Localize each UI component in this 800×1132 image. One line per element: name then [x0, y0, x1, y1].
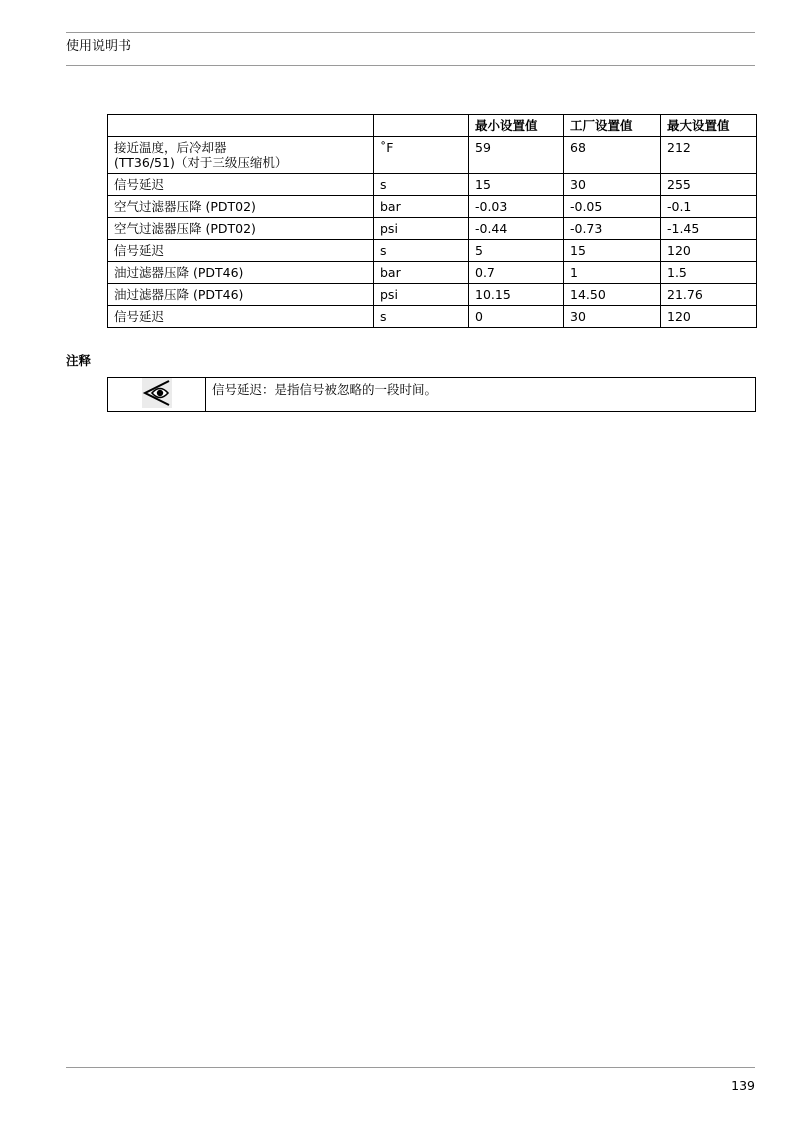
- parameter-name-line2: (TT36/51)（对于三级压缩机）: [114, 155, 288, 170]
- eye-note-icon: [142, 378, 172, 408]
- footer-rule: [66, 1067, 755, 1068]
- factory-cell: 30: [564, 306, 661, 328]
- parameter-name: 接近温度，后冷却器: [114, 140, 227, 155]
- table-row: [108, 137, 757, 174]
- note-box: [107, 377, 756, 412]
- max-cell: 21.76: [661, 284, 757, 306]
- max-cell: -1.45: [661, 218, 757, 240]
- max-cell: 255: [661, 174, 757, 196]
- min-cell: 0: [469, 306, 564, 328]
- table-row: [108, 262, 757, 284]
- parameter-cell: 油过滤器压降 (PDT46): [108, 262, 374, 284]
- column-header-unit: [374, 115, 469, 137]
- min-cell: 0.7: [469, 262, 564, 284]
- note-icon-cell: [108, 378, 206, 412]
- parameter-cell: 空气过滤器压降 (PDT02): [108, 218, 374, 240]
- min-cell: -0.03: [469, 196, 564, 218]
- parameter-cell: 信号延迟: [108, 306, 374, 328]
- column-header-parameter: [108, 115, 374, 137]
- table-row: [108, 174, 757, 196]
- unit-cell: psi: [374, 284, 469, 306]
- parameter-cell: 空气过滤器压降 (PDT02): [108, 196, 374, 218]
- parameter-cell: 油过滤器压降 (PDT46): [108, 284, 374, 306]
- factory-cell: 1: [564, 262, 661, 284]
- parameter-cell: [108, 137, 374, 174]
- column-header-max: 最大设置值: [661, 115, 757, 137]
- header-rule-bottom: [66, 65, 755, 66]
- unit-cell: s: [374, 306, 469, 328]
- table-row: [108, 306, 757, 328]
- min-cell: 10.15: [469, 284, 564, 306]
- min-cell: 5: [469, 240, 564, 262]
- unit-cell: s: [374, 240, 469, 262]
- max-cell: 120: [661, 240, 757, 262]
- settings-table: [107, 114, 757, 328]
- table-row: [108, 218, 757, 240]
- factory-cell: 68: [564, 137, 661, 174]
- factory-cell: 15: [564, 240, 661, 262]
- max-cell: 212: [661, 137, 757, 174]
- note-text: 信号延迟：是指信号被忽略的一段时间。: [206, 378, 756, 412]
- table-row: [108, 284, 757, 306]
- header-rule-top: [66, 32, 755, 33]
- unit-cell: s: [374, 174, 469, 196]
- unit-cell: ˚F: [374, 137, 469, 174]
- parameter-cell: 信号延迟: [108, 174, 374, 196]
- unit-cell: psi: [374, 218, 469, 240]
- unit-cell: bar: [374, 262, 469, 284]
- column-header-factory: 工厂设置值: [564, 115, 661, 137]
- table-header-row: [108, 115, 757, 137]
- max-cell: 120: [661, 306, 757, 328]
- factory-cell: 14.50: [564, 284, 661, 306]
- factory-cell: -0.73: [564, 218, 661, 240]
- notes-heading: 注释: [66, 353, 92, 368]
- min-cell: 59: [469, 137, 564, 174]
- factory-cell: 30: [564, 174, 661, 196]
- max-cell: 1.5: [661, 262, 757, 284]
- max-cell: -0.1: [661, 196, 757, 218]
- min-cell: 15: [469, 174, 564, 196]
- unit-cell: bar: [374, 196, 469, 218]
- table-row: [108, 196, 757, 218]
- page-number: 139: [731, 1078, 755, 1093]
- document-title: 使用说明书: [66, 39, 132, 54]
- parameter-cell: 信号延迟: [108, 240, 374, 262]
- column-header-min: 最小设置值: [469, 115, 564, 137]
- factory-cell: -0.05: [564, 196, 661, 218]
- table-row: [108, 240, 757, 262]
- min-cell: -0.44: [469, 218, 564, 240]
